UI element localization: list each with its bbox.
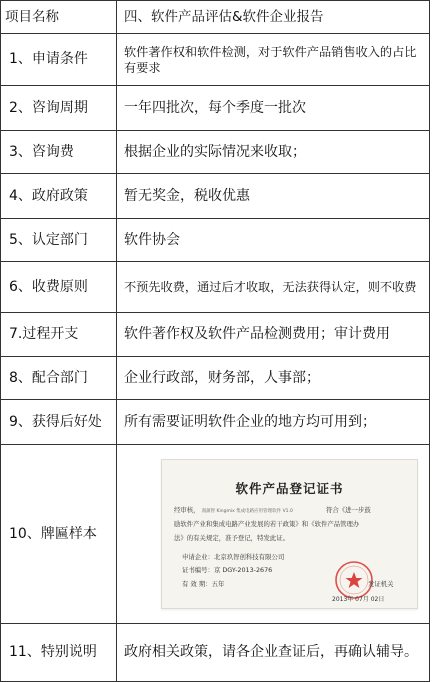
certificate-date: 2013年 07月 02日 — [332, 596, 385, 603]
row-value: 根据企业的实际情况来收取； — [117, 131, 430, 174]
row-value: 软件著作权和软件检测，对于软件产品销售收入的占比有要求 — [117, 34, 430, 86]
certificate-text: 法》的有关规定，准予登记，特发此证。 — [174, 534, 290, 542]
row-value: 不预先收费，通过后才收取，无法获得认定，则不收费 — [117, 262, 430, 313]
certificate-validity: 有 效 期：五年 — [182, 580, 225, 588]
certificate-text: 经审核， — [174, 506, 200, 514]
table-row — [1, 174, 430, 219]
table-row — [1, 624, 430, 682]
row-value: 一年四批次，每个季度一批次 — [117, 86, 430, 131]
row-label: 9、获得后好处 — [1, 400, 117, 445]
certificate-image — [161, 459, 418, 609]
certificate-number: 证书编号：京 DGY-2013-2676 — [182, 566, 273, 574]
certificate-issuer: 发证机关 — [368, 580, 394, 588]
certificate-cell — [117, 445, 430, 624]
row-label: 7.过程开支 — [1, 313, 117, 357]
row-label: 11、特别说明 — [1, 624, 117, 682]
row-value: 软件著作权及软件产品检测费用；审计费用 — [117, 313, 430, 357]
certificate-text-line — [174, 506, 293, 516]
table-row — [1, 86, 430, 131]
row-value: 政府相关政策，请各企业查证后，再确认辅导。 — [117, 624, 430, 682]
header-label: 项目名称 — [1, 1, 117, 34]
row-label: 10、牌匾样本 — [1, 445, 117, 624]
table-row — [1, 400, 430, 445]
row-value: 软件协会 — [117, 219, 430, 262]
row-value: 企业行政部，财务部，人事部； — [117, 357, 430, 400]
row-label: 6、收费原则 — [1, 262, 117, 313]
header-value: 四、软件产品评估&软件企业报告 — [117, 1, 430, 34]
row-value: 所有需要证明软件企业的地方均可用到； — [117, 400, 430, 445]
row-label: 1、申请条件 — [1, 34, 117, 86]
certificate-fine-print: 润蒲智 Kingmix 集成电路应用管理软件 V1.0 — [201, 509, 293, 514]
row-label: 2、咨询周期 — [1, 86, 117, 131]
certificate-text: 励软件产业和集成电路产业发展的若干政策》和《软件产品管理办 — [174, 520, 360, 528]
table-row — [1, 445, 430, 624]
certificate-text: 符合《进一步鼓 — [326, 506, 371, 514]
certificate-title: 软件产品登记证书 — [235, 481, 344, 496]
table-row — [1, 357, 430, 400]
row-label: 4、政府政策 — [1, 174, 117, 219]
row-value: 暂无奖金，税收优惠 — [117, 174, 430, 219]
certificate-applicant: 申请企业：北京玖智创科技有限公司 — [182, 553, 285, 561]
table-row — [1, 262, 430, 313]
table-header-row — [1, 1, 430, 34]
table-row — [1, 34, 430, 86]
row-label: 5、认定部门 — [1, 219, 117, 262]
table-row — [1, 313, 430, 357]
table-row — [1, 131, 430, 174]
table-row — [1, 219, 430, 262]
row-label: 8、配合部门 — [1, 357, 117, 400]
row-label: 3、咨询费 — [1, 131, 117, 174]
